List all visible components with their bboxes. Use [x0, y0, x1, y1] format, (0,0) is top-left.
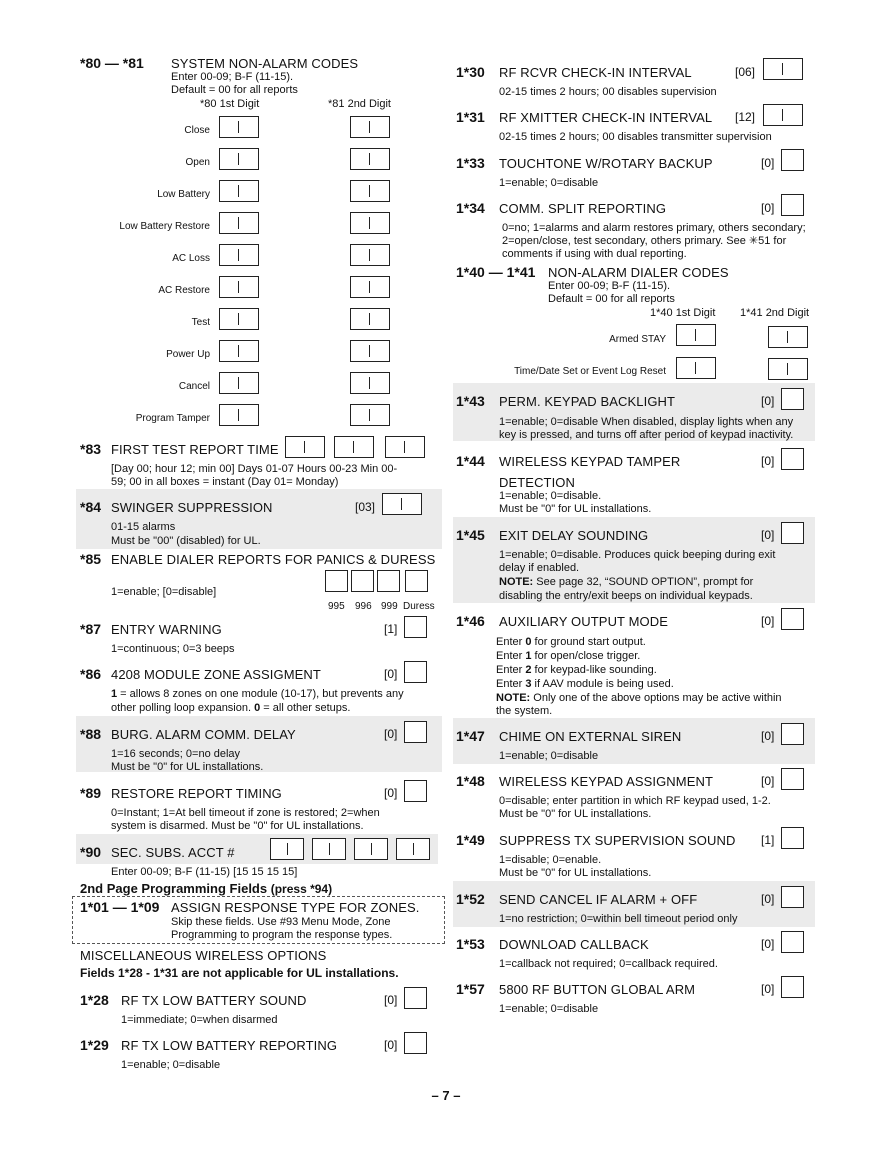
section-desc-143-2: key is pressed, and turns off after period of keypad inactivity.: [499, 429, 794, 441]
default-value-84: [03]: [355, 500, 376, 514]
default-value-153: [0]: [761, 937, 775, 951]
digit-box-80-power-up[interactable]: [219, 340, 259, 362]
digit-box-81-low-battery-restore[interactable]: [350, 212, 390, 234]
default-value-148: [0]: [761, 774, 775, 788]
section-title-146: AUXILIARY OUTPUT MODE: [499, 614, 668, 629]
page-number: – 7 –: [431, 1088, 461, 1103]
low-battery-sound-box[interactable]: [404, 987, 427, 1009]
section-title-152: SEND CANCEL IF ALARM + OFF: [499, 892, 698, 907]
section-num-88: *88: [80, 726, 102, 742]
section-num-152: 1*52: [456, 891, 485, 907]
digit-box-81-power-up[interactable]: [350, 340, 390, 362]
section-desc-144-1: 1=enable; 0=disable.: [499, 490, 602, 502]
section-desc-153: 1=callback not required; 0=callback required.: [499, 958, 718, 970]
default-value-89: [0]: [384, 786, 398, 800]
xmitter-checkin-box[interactable]: [763, 104, 803, 126]
module-zone-box[interactable]: [404, 661, 427, 683]
aux-option-1: Enter 1 for open/close trigger.: [496, 650, 641, 662]
dialer-box-999[interactable]: [377, 570, 400, 592]
default-value-88: [0]: [384, 727, 398, 741]
section-title-148: WIRELESS KEYPAD ASSIGNMENT: [499, 774, 714, 789]
default-value-128: [0]: [384, 993, 398, 1007]
section-title-140: NON-ALARM DIALER CODES: [548, 265, 729, 280]
digit-box-80-program-tamper[interactable]: [219, 404, 259, 426]
section-title-128: RF TX LOW BATTERY SOUND: [121, 993, 307, 1008]
chime-siren-box[interactable]: [781, 723, 804, 745]
send-cancel-box[interactable]: [781, 886, 804, 908]
digit-box-81-test[interactable]: [350, 308, 390, 330]
comm-delay-box[interactable]: [404, 721, 427, 743]
default-value-131: [12]: [735, 110, 756, 124]
restore-timing-box[interactable]: [404, 780, 427, 802]
section-num-133: 1*33: [456, 155, 485, 171]
row-label-open: Open: [185, 157, 210, 168]
section-desc-145-4: disabling the entry/exit beeps on individual keypads.: [499, 590, 753, 602]
dialer-box-995[interactable]: [325, 570, 348, 592]
section-desc-101-2: Programming to program the response types.: [171, 929, 393, 941]
section-desc-148-1: 0=disable; enter partition in which RF keypad used, 1-2.: [499, 795, 771, 807]
acct-digit-box-4[interactable]: [396, 838, 430, 860]
digit-box-81-close[interactable]: [350, 116, 390, 138]
section-desc-147: 1=enable; 0=disable: [499, 750, 599, 762]
section-title-87: ENTRY WARNING: [111, 622, 222, 637]
second-page-heading: 2nd Page Programming Fields (press *94): [80, 881, 333, 896]
section-num-148: 1*48: [456, 773, 485, 789]
section-title-85: ENABLE DIALER REPORTS FOR PANICS & DURESS: [111, 552, 436, 567]
section-num-89: *89: [80, 785, 102, 801]
dialer-box-996[interactable]: [351, 570, 374, 592]
acct-digit-box-1[interactable]: [270, 838, 304, 860]
test-report-hour-box[interactable]: [334, 436, 374, 458]
section-title-153: DOWNLOAD CALLBACK: [499, 937, 649, 952]
section-desc-128: 1=immediate; 0=when disarmed: [121, 1014, 278, 1026]
section-desc-87: 1=continuous; 0=3 beeps: [111, 643, 235, 655]
section-title-157: 5800 RF BUTTON GLOBAL ARM: [499, 982, 696, 997]
section-num-85: *85: [80, 551, 102, 567]
section-title-80: SYSTEM NON-ALARM CODES: [171, 56, 359, 71]
default-value-130: [06]: [735, 65, 756, 79]
default-value-133: [0]: [761, 156, 775, 170]
section-desc-90: Enter 00-09; B-F (11-15) [15 15 15 15]: [111, 866, 298, 878]
section-desc-130: 02-15 times 2 hours; 00 disables supervision: [499, 86, 717, 98]
section-desc-152: 1=no restriction; 0=within bell timeout period only: [499, 913, 738, 925]
row-label-close: Close: [184, 125, 210, 136]
section-desc-148-2: Must be "0" for UL installations.: [499, 808, 652, 820]
section-num-83: *83: [80, 441, 102, 457]
digit-box-81-ac-restore[interactable]: [350, 276, 390, 298]
aux-option-2: Enter 2 for keypad-like sounding.: [496, 664, 657, 676]
section-desc-157: 1=enable; 0=disable: [499, 1003, 599, 1015]
section-title-84: SWINGER SUPPRESSION: [111, 500, 273, 515]
section-num-87: *87: [80, 621, 102, 637]
default-value-129: [0]: [384, 1038, 398, 1052]
digit-box-80-ac-restore[interactable]: [219, 276, 259, 298]
code-label-duress: Duress: [403, 601, 435, 612]
section-num-131: 1*31: [456, 109, 485, 125]
digit-box-80-ac-loss[interactable]: [219, 244, 259, 266]
section-num-86: *86: [80, 666, 102, 682]
tx-supervision-box[interactable]: [781, 827, 804, 849]
section-note-146: NOTE: Only one of the above options may be active within: [496, 692, 782, 704]
row-label-cancel: Cancel: [178, 381, 210, 392]
section-title-145: EXIT DELAY SOUNDING: [499, 528, 649, 543]
section-num-143: 1*43: [456, 393, 485, 409]
section-desc-143-1: 1=enable; 0=disable When disabled, display lights when any: [499, 416, 794, 428]
section-num-146: 1*46: [456, 613, 485, 629]
digit-box-81-low-battery[interactable]: [350, 180, 390, 202]
section-num-130: 1*30: [456, 64, 485, 80]
section-desc-88-1: 1=16 seconds; 0=no delay: [111, 748, 241, 760]
exit-delay-box[interactable]: [781, 522, 804, 544]
column-header-80: *80 1st Digit: [200, 98, 260, 110]
misc-heading: MISCELLANEOUS WIRELESS OPTIONS: [80, 948, 327, 963]
section-desc-134-1: 0=no; 1=alarms and alarm restores primary, others secondary;: [502, 222, 806, 234]
default-value-157: [0]: [761, 982, 775, 996]
digit-box-80-open[interactable]: [219, 148, 259, 170]
default-value-143: [0]: [761, 394, 775, 408]
row-label-ac-restore: AC Restore: [158, 285, 210, 296]
section-desc-86-1: 1 = allows 8 zones on one module (10-17), but prevents any: [111, 688, 404, 700]
entry-warning-box[interactable]: [404, 616, 427, 638]
digit-box-80-cancel[interactable]: [219, 372, 259, 394]
digit-box-140-time-date[interactable]: [676, 357, 716, 379]
acct-digit-box-2[interactable]: [312, 838, 346, 860]
digit-box-81-cancel[interactable]: [350, 372, 390, 394]
section-note-145: NOTE: See page 32, “SOUND OPTION”, prompt for: [499, 576, 754, 588]
keypad-tamper-box[interactable]: [781, 448, 804, 470]
test-report-min-box[interactable]: [385, 436, 425, 458]
section-title-144-cont: DETECTION: [499, 475, 576, 490]
section-desc-86-2: other polling loop expansion. 0 = all other setups.: [111, 702, 351, 714]
row-label-armed-stay: Armed STAY: [609, 334, 666, 345]
aux-output-box[interactable]: [781, 608, 804, 630]
section-desc-89-2: system is disarmed. Must be "0" for UL installations.: [111, 820, 364, 832]
default-value-145: [0]: [761, 528, 775, 542]
row-label-low-battery-restore: Low Battery Restore: [119, 221, 210, 232]
section-desc-80-2: Default = 00 for all reports: [171, 84, 298, 96]
section-desc-83-2: 59; 00 in all boxes = instant (Day 01= Monday): [111, 476, 339, 488]
code-label-999: 999: [381, 601, 398, 612]
section-title-88: BURG. ALARM COMM. DELAY: [111, 727, 296, 742]
section-desc-145-1: 1=enable; 0=disable. Produces quick beeping during exit: [499, 549, 776, 561]
section-title-134: COMM. SPLIT REPORTING: [499, 201, 667, 216]
column-header-141: 1*41 2nd Digit: [740, 307, 810, 319]
touchtone-box[interactable]: [781, 149, 804, 171]
aux-option-3: Enter 3 if AAV module is being used.: [496, 678, 674, 690]
column-header-81: *81 2nd Digit: [328, 98, 391, 110]
default-value-152: [0]: [761, 892, 775, 906]
row-label-program-tamper: Program Tamper: [135, 413, 210, 424]
digit-box-80-close[interactable]: [219, 116, 259, 138]
section-title-144: WIRELESS KEYPAD TAMPER: [499, 454, 681, 469]
section-desc-85: 1=enable; [0=disable]: [111, 586, 217, 598]
section-desc-140-1: Enter 00-09; B-F (11-15).: [548, 280, 671, 292]
section-desc-149-1: 1=disable; 0=enable.: [499, 854, 602, 866]
section-num-128: 1*28: [80, 992, 109, 1008]
section-desc-140-2: Default = 00 for all reports: [548, 293, 675, 305]
section-desc-134-3: comments if using with dual reporting.: [502, 248, 687, 260]
section-title-133: TOUCHTONE W/ROTARY BACKUP: [499, 156, 713, 171]
section-title-131: RF XMITTER CHECK-IN INTERVAL: [499, 110, 713, 125]
section-title-83: FIRST TEST REPORT TIME: [111, 442, 279, 457]
digit-box-141-armed-stay[interactable]: [768, 326, 808, 348]
default-value-146: [0]: [761, 614, 775, 628]
row-label-ac-loss: AC Loss: [172, 253, 210, 264]
swinger-suppression-box[interactable]: [382, 493, 422, 515]
acct-digit-box-3[interactable]: [354, 838, 388, 860]
default-value-134: [0]: [761, 201, 775, 215]
global-arm-box[interactable]: [781, 976, 804, 998]
digit-box-80-low-battery[interactable]: [219, 180, 259, 202]
row-label-time-date-reset: Time/Date Set or Event Log Reset: [514, 366, 666, 377]
section-desc-80-1: Enter 00-09; B-F (11-15).: [171, 71, 294, 83]
digit-box-81-program-tamper[interactable]: [350, 404, 390, 426]
aux-option-0: Enter 0 for ground start output.: [496, 636, 646, 648]
section-num-101: 1*01 — 1*09: [80, 899, 160, 915]
column-header-140: 1*40 1st Digit: [650, 307, 716, 319]
section-title-86: 4208 MODULE ZONE ASSIGMENT: [111, 667, 321, 682]
section-title-149: SUPPRESS TX SUPERVISION SOUND: [499, 833, 736, 848]
section-num-90: *90: [80, 844, 102, 860]
code-label-996: 996: [355, 601, 372, 612]
section-desc-84-2: Must be "00" (disabled) for UL.: [111, 535, 261, 547]
section-num-134: 1*34: [456, 200, 485, 216]
section-desc-134-2: 2=open/close, test secondary, others primary. See ✳51 for: [502, 235, 787, 247]
section-desc-129: 1=enable; 0=disable: [121, 1059, 221, 1071]
section-desc-146-6: the system.: [496, 705, 553, 717]
default-value-87: [1]: [384, 622, 398, 636]
section-desc-133: 1=enable; 0=disable: [499, 177, 599, 189]
backlight-box[interactable]: [781, 388, 804, 410]
section-num-149: 1*49: [456, 832, 485, 848]
section-desc-145-2: delay if enabled.: [499, 562, 580, 574]
section-num-80: *80 — *81: [80, 55, 144, 71]
code-label-995: 995: [328, 601, 345, 612]
split-reporting-box[interactable]: [781, 194, 804, 216]
download-callback-box[interactable]: [781, 931, 804, 953]
section-num-129: 1*29: [80, 1037, 109, 1053]
default-value-147: [0]: [761, 729, 775, 743]
section-desc-149-2: Must be "0" for UL installations.: [499, 867, 652, 879]
digit-box-140-armed-stay[interactable]: [676, 324, 716, 346]
section-title-101: ASSIGN RESPONSE TYPE FOR ZONES.: [171, 900, 420, 915]
section-num-147: 1*47: [456, 728, 485, 744]
section-title-90: SEC. SUBS. ACCT #: [111, 845, 235, 860]
section-num-153: 1*53: [456, 936, 485, 952]
digit-box-81-ac-loss[interactable]: [350, 244, 390, 266]
section-desc-88-2: Must be "0" for UL installations.: [111, 761, 264, 773]
section-title-129: RF TX LOW BATTERY REPORTING: [121, 1038, 338, 1053]
default-value-144: [0]: [761, 454, 775, 468]
row-label-low-battery: Low Battery: [157, 189, 210, 200]
default-value-86: [0]: [384, 667, 398, 681]
section-desc-131: 02-15 times 2 hours; 00 disables transmitter supervision: [499, 131, 772, 143]
digit-box-80-low-battery-restore[interactable]: [219, 212, 259, 234]
section-desc-89-1: 0=Instant; 1=At bell timeout if zone is restored; 2=when: [111, 807, 380, 819]
row-label-test: Test: [191, 317, 210, 328]
digit-box-80-test[interactable]: [219, 308, 259, 330]
section-desc-101-1: Skip these fields. Use #93 Menu Mode, Zone: [171, 916, 391, 928]
default-value-149: [1]: [761, 833, 775, 847]
section-title-143: PERM. KEYPAD BACKLIGHT: [499, 394, 676, 409]
low-battery-reporting-box[interactable]: [404, 1032, 427, 1054]
section-desc-144-2: Must be "0" for UL installations.: [499, 503, 652, 515]
misc-note: Fields 1*28 - 1*31 are not applicable for UL installations.: [80, 966, 399, 980]
section-num-157: 1*57: [456, 981, 485, 997]
section-title-89: RESTORE REPORT TIMING: [111, 786, 282, 801]
section-num-145: 1*45: [456, 527, 485, 543]
digit-box-141-time-date[interactable]: [768, 358, 808, 380]
test-report-day-box[interactable]: [285, 436, 325, 458]
dialer-box-duress[interactable]: [405, 570, 428, 592]
digit-box-81-open[interactable]: [350, 148, 390, 170]
section-title-147: CHIME ON EXTERNAL SIREN: [499, 729, 682, 744]
section-num-84: *84: [80, 499, 102, 515]
section-num-144: 1*44: [456, 453, 485, 469]
row-label-power-up: Power Up: [166, 349, 210, 360]
keypad-assignment-box[interactable]: [781, 768, 804, 790]
section-desc-84-1: 01-15 alarms: [111, 521, 176, 533]
section-num-140: 1*40 — 1*41: [456, 264, 536, 280]
section-desc-83-1: [Day 00; hour 12; min 00] Days 01-07 Hours 00-23 Min 00-: [111, 463, 398, 475]
section-title-130: RF RCVR CHECK-IN INTERVAL: [499, 65, 692, 80]
rcvr-checkin-box[interactable]: [763, 58, 803, 80]
